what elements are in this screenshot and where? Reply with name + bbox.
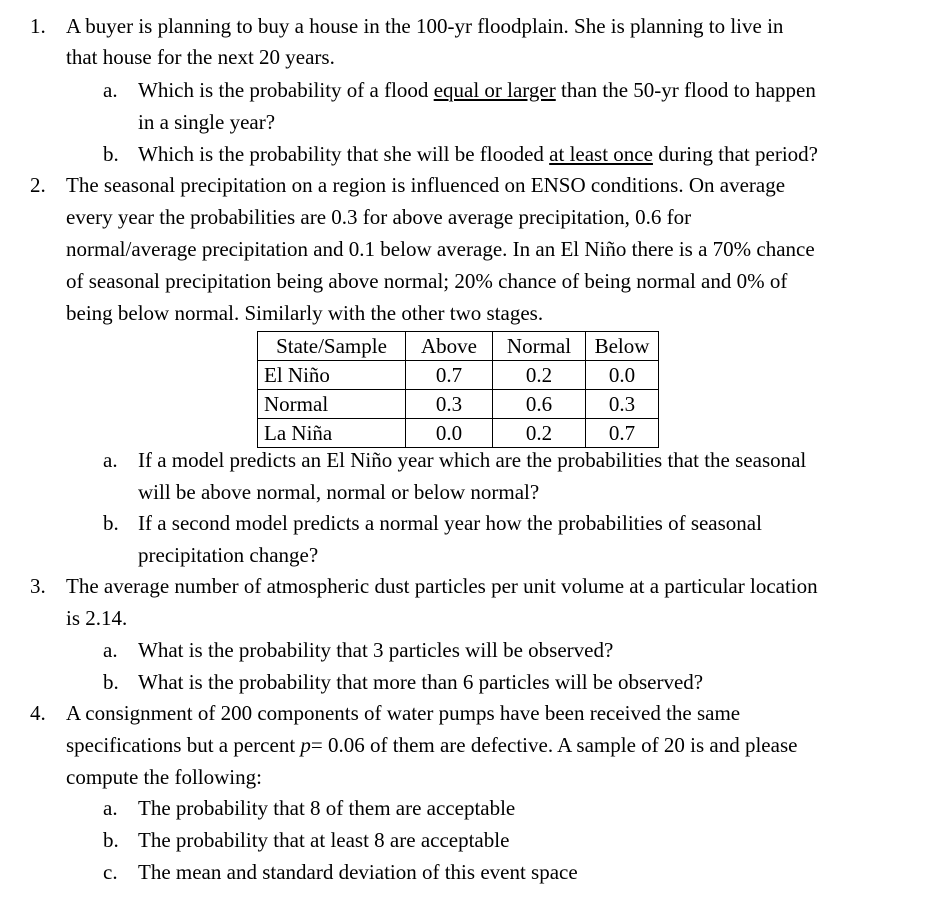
q1b-line (138, 139, 818, 170)
table-cell: 0.3 (586, 390, 659, 419)
q1-line-1: A buyer is planning to buy a house in the 100-yr floodplain. She is planning to live in (66, 14, 784, 38)
table-cell: La Niña (258, 419, 406, 448)
q1-number: 1. (30, 14, 46, 38)
table-cell: 0.0 (406, 419, 493, 448)
q1b-text-post: during that period? (652, 142, 818, 166)
q4-line-1: A consignment of 200 components of water pumps have been received the same (66, 701, 741, 725)
enso-probability-table (257, 331, 659, 448)
q1b-label: b. (103, 142, 119, 166)
table-header-state: State/Sample (258, 332, 406, 361)
q2a-label: a. (103, 448, 118, 472)
table-header-row (258, 332, 659, 361)
table-row (258, 419, 659, 448)
q3-number: 3. (30, 574, 46, 598)
q4-line-3: compute the following: (66, 765, 262, 789)
table-header-above: Above (406, 332, 493, 361)
q4b-line: The probability that at least 8 are acceptable (138, 828, 510, 852)
table-row (258, 361, 659, 390)
table-cell: 0.3 (406, 390, 493, 419)
q3a-label: a. (103, 638, 118, 662)
q2-number: 2. (30, 173, 46, 197)
table-cell: 0.7 (406, 361, 493, 390)
q2b-line-2: precipitation change? (138, 543, 319, 567)
table-cell: Normal (258, 390, 406, 419)
q2-line-3: normal/average precipitation and 0.1 below average. In an El Niño there is a 70% chance (66, 237, 815, 261)
q2-line-1: The seasonal precipitation on a region is influenced on ENSO conditions. On average (66, 173, 786, 197)
table-cell: 0.7 (586, 419, 659, 448)
q1a-label: a. (103, 78, 118, 102)
q1a-line-2: in a single year? (138, 110, 276, 134)
q1-line-2: that house for the next 20 years. (66, 45, 335, 69)
table-cell: 0.2 (493, 419, 586, 448)
q4-number: 4. (30, 701, 46, 725)
q2b-label: b. (103, 511, 119, 535)
table-header-normal: Normal (493, 332, 586, 361)
q4-line-2-post: = 0.06 of them are defective. A sample of 20 is and please (310, 733, 798, 757)
q1a-line-1 (138, 75, 816, 106)
q1a-text-pre: Which is the probability of a flood (138, 78, 434, 102)
q2a-line-2: will be above normal, normal or below normal? (138, 480, 540, 504)
q4-line-2-pre: specifications but a percent (66, 733, 301, 757)
q3a-line: What is the probability that 3 particles will be observed? (138, 638, 614, 662)
q4c-label: c. (103, 860, 118, 884)
table-cell: 0.0 (586, 361, 659, 390)
q4a-line: The probability that 8 of them are acceptable (138, 796, 516, 820)
q1b-underlined-text: at least once (549, 142, 653, 166)
q4-line-2 (66, 730, 797, 761)
table-cell: 0.2 (493, 361, 586, 390)
q4a-label: a. (103, 796, 118, 820)
q3-line-2: is 2.14. (66, 606, 128, 630)
q1b-text-pre: Which is the probability that she will be flooded (138, 142, 550, 166)
q2-line-2: every year the probabilities are 0.3 for above average precipitation, 0.6 for (66, 205, 692, 229)
q4-variable-p: p (300, 733, 311, 757)
q3b-line: What is the probability that more than 6 particles will be observed? (138, 670, 704, 694)
table-cell: 0.6 (493, 390, 586, 419)
q2a-line-1: If a model predicts an El Niño year which are the probabilities that the seasonal (138, 448, 807, 472)
q2-line-5: being below normal. Similarly with the other two stages. (66, 301, 544, 325)
q1a-text-post: than the 50-yr flood to happen (555, 78, 816, 102)
q2b-line-1: If a second model predicts a normal year how the probabilities of seasonal (138, 511, 762, 535)
table-row (258, 390, 659, 419)
q4c-line: The mean and standard deviation of this event space (138, 860, 578, 884)
q2-line-4: of seasonal precipitation being above normal; 20% chance of being normal and 0% of (66, 269, 788, 293)
table-header-below: Below (586, 332, 659, 361)
q3b-label: b. (103, 670, 119, 694)
q4b-label: b. (103, 828, 119, 852)
table-cell: El Niño (258, 361, 406, 390)
q3-line-1: The average number of atmospheric dust particles per unit volume at a particular location (66, 574, 818, 598)
q1a-underlined-text: equal or larger (433, 78, 556, 102)
